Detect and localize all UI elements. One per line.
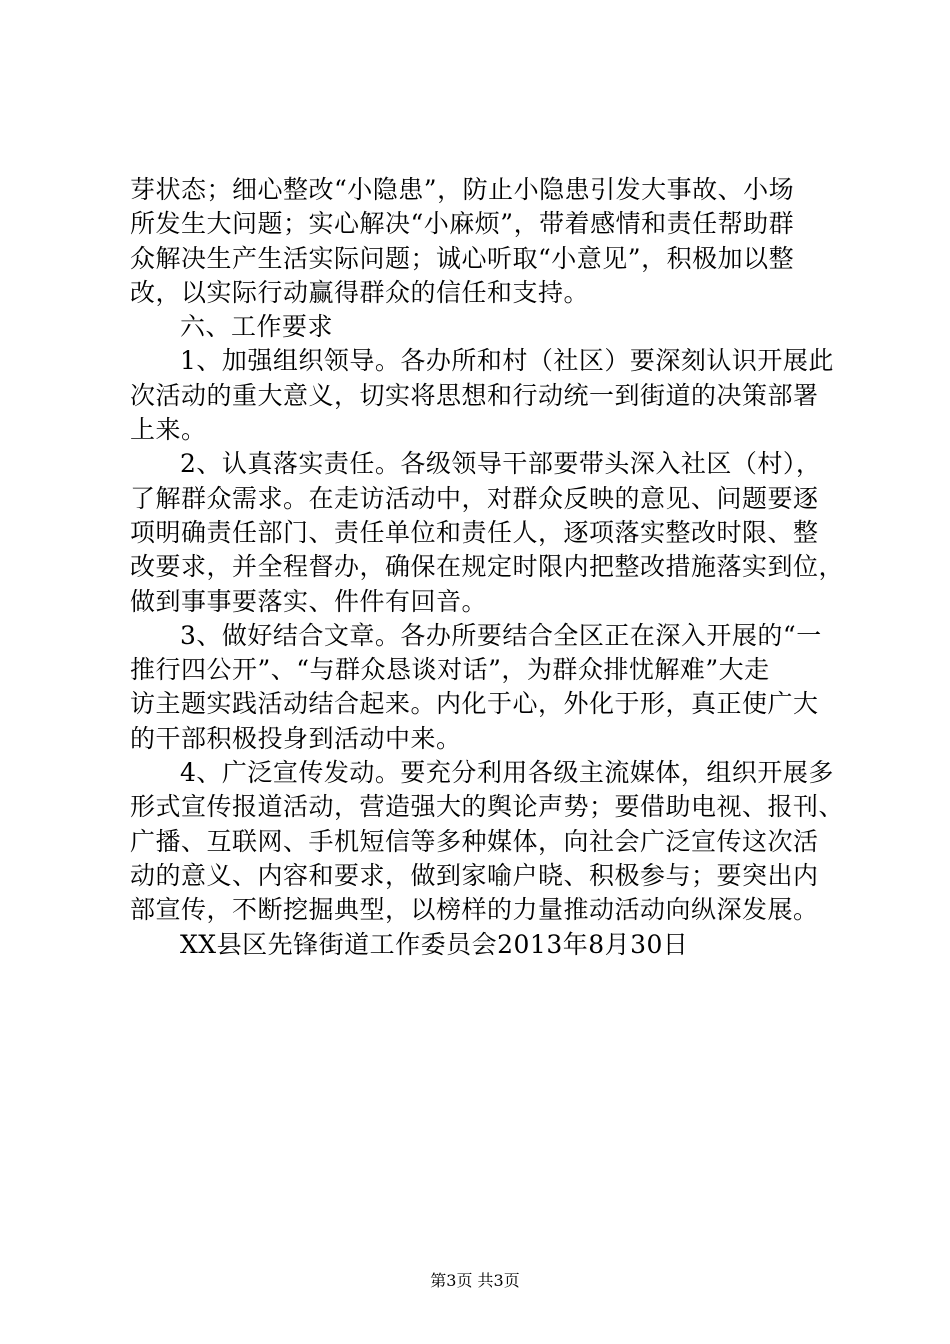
section-heading-work-requirements bbox=[130, 310, 830, 344]
heading-text: 六、工作要求 bbox=[180, 312, 334, 342]
paragraph-requirement-4 bbox=[130, 756, 845, 927]
text-line: 2、认真落实责任。各级领导干部要带头深入社区（村）， bbox=[180, 449, 822, 479]
text-line: 众解决生产生活实际问题；诚心听取“小意见”，积极加以整 bbox=[130, 243, 795, 273]
text-line: 项明确责任部门、责任单位和责任人，逐项落实整改时限、整 bbox=[130, 517, 819, 547]
text-line: 芽状态；细心整改“小隐患”，防止小隐患引发大事故、小场 bbox=[130, 175, 795, 204]
text-line: 访主题实践活动结合起来。内化于心，外化于形，真正使广大 bbox=[130, 689, 819, 719]
text-line: 改，以实际行动赢得群众的信任和支持。 bbox=[130, 277, 590, 307]
text-line: 1、加强组织领导。各办所和村（社区）要深刻认识开展此 bbox=[180, 346, 834, 376]
text-line: 3、做好结合文章。各办所要结合全区正在深入开展的“一 bbox=[180, 620, 822, 650]
text-line: 形式宣传报道活动，营造强大的舆论声势；要借助电视、报刊、 bbox=[130, 792, 845, 822]
paragraph-intro-continuation bbox=[130, 173, 830, 310]
signature-date-line bbox=[130, 928, 830, 962]
text-line: 了解群众需求。在走访活动中，对群众反映的意见、问题要逐 bbox=[130, 483, 819, 513]
paragraph-requirement-1 bbox=[130, 344, 834, 447]
text-line: 推行四公开”、“与群众恳谈对话”，为群众排忧解难”大走 bbox=[130, 655, 770, 685]
text-line: 广播、互联网、手机短信等多种媒体，向社会广泛宣传这次活 bbox=[130, 826, 819, 856]
text-line: 的干部积极投身到活动中来。 bbox=[130, 723, 462, 753]
text-line: 次活动的重大意义，切实将思想和行动统一到街道的决策部署 bbox=[130, 380, 819, 410]
text-line: 上来。 bbox=[130, 415, 207, 445]
signature-text: XX县区先锋街道工作委员会2013年8月30日 bbox=[180, 929, 689, 959]
paragraph-requirement-3 bbox=[130, 619, 830, 756]
text-line: 动的意义、内容和要求，做到家喻户晓、积极参与；要突出内 bbox=[130, 860, 819, 890]
paragraph-requirement-2 bbox=[130, 447, 845, 618]
page-number: 第3页 共3页 bbox=[430, 1271, 520, 1290]
document-body bbox=[130, 173, 845, 962]
page-footer bbox=[0, 1271, 950, 1291]
text-line: 部宣传，不断挖掘典型，以榜样的力量推动活动向纵深发展。 bbox=[130, 895, 819, 925]
text-line: 4、广泛宣传发动。要充分利用各级主流媒体，组织开展多 bbox=[180, 758, 834, 788]
text-line: 做到事事要落实、件件有回音。 bbox=[130, 586, 488, 616]
text-line: 改要求，并全程督办，确保在规定时限内把整改措施落实到位， bbox=[130, 552, 845, 582]
text-line: 所发生大问题；实心解决“小麻烦”，带着感情和责任帮助群 bbox=[130, 209, 795, 239]
